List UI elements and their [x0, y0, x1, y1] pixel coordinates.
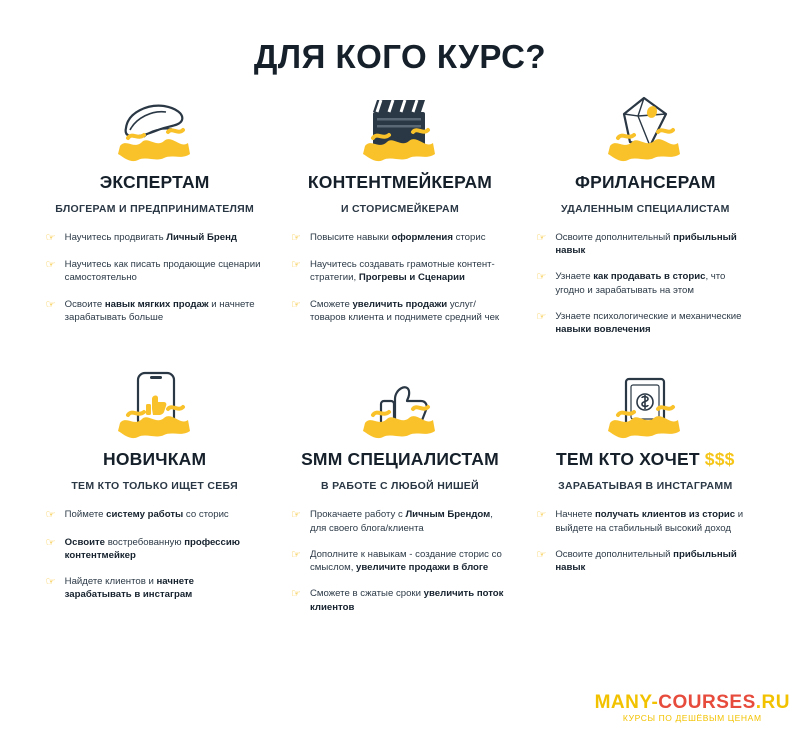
- bullet-text: Поймете систему работы со сторис: [64, 509, 229, 521]
- bullet-text: Освоите дополнительный прибыльный навык: [555, 232, 737, 257]
- bullet-item: [536, 548, 754, 574]
- bullet-text: Повысите навыки оформления сторис: [309, 232, 486, 243]
- bullet-text: Узнаете как продавать в сторис, что угодно и зарабатывать на этом: [555, 271, 726, 296]
- card-title: ТЕМ КТО ХОЧЕТ $$$: [556, 449, 735, 470]
- bullet-item: [46, 298, 264, 324]
- card-bullets: [46, 231, 264, 337]
- card-title: ЭКСПЕРТАМ: [99, 172, 210, 192]
- page-title: ДЛЯ КОГО КУРС?: [253, 38, 547, 75]
- pointing-hand-icon: ☞: [45, 536, 56, 549]
- card-bullets: [536, 231, 754, 349]
- card-title: ФРИЛАНСЕРАМ: [575, 172, 716, 192]
- bullet-text: Научитесь как писать продающие сценарии самостоятельно: [64, 259, 261, 284]
- bullet-item: [536, 310, 754, 336]
- bullet-item: [291, 548, 509, 574]
- card-title: НОВИЧКАМ: [103, 449, 207, 470]
- watermark-courses: COURSES: [658, 692, 756, 714]
- pointing-hand-icon: ☞: [536, 548, 547, 561]
- bullet-text: Найдете клиентов и начнете зарабатывать в инстаграм: [64, 576, 194, 601]
- card-title: КОНТЕНТМЕЙКЕРАМ: [307, 172, 493, 192]
- money-icon: [602, 371, 688, 443]
- pointing-hand-icon: ☞: [290, 232, 301, 244]
- pointing-hand-icon: ☞: [536, 271, 547, 284]
- audience-card: [529, 371, 762, 626]
- bullet-text: Освоите навык мягких продаж и начнете зарабатывать больше: [64, 298, 255, 323]
- pointing-hand-icon: ☞: [536, 232, 547, 244]
- pointing-hand-icon: ☞: [536, 509, 547, 522]
- clapperboard-icon: [357, 94, 443, 166]
- pointing-hand-icon: ☞: [290, 588, 301, 601]
- pointing-hand-icon: ☞: [536, 310, 547, 323]
- bullet-item: [46, 231, 264, 245]
- bullet-item: [291, 508, 509, 534]
- bullet-text: Сможете увеличить продажи услуг/товаров клиента и поднимете средний чек: [309, 298, 500, 323]
- bullet-item: [291, 587, 509, 613]
- watermark-ru: .RU: [755, 692, 790, 714]
- pointing-hand-icon: ☞: [290, 509, 301, 522]
- pointing-hand-icon: ☞: [45, 232, 56, 244]
- audience-card: [283, 94, 516, 349]
- bullet-text: Освоите востребованную профессию контентмейкер: [64, 536, 240, 561]
- bullet-text: Научитесь продвигать Личный Бренд: [64, 232, 237, 243]
- card-subtitle: В РАБОТЕ С ЛЮБОЙ НИШЕЙ: [321, 480, 479, 493]
- pointing-hand-icon: ☞: [45, 298, 56, 311]
- card-subtitle: ТЕМ КТО ТОЛЬКО ИЩЕТ СЕБЯ: [71, 480, 238, 493]
- bullet-item: [46, 536, 264, 562]
- audience-card: [283, 371, 516, 626]
- audience-card: [38, 94, 271, 349]
- card-subtitle: УДАЛЕННЫМ СПЕЦИАЛИСТАМ: [560, 203, 730, 215]
- bullet-text: Узнаете психологические и механические навыки вовлечения: [555, 310, 742, 336]
- pointing-hand-icon: ☞: [290, 259, 301, 272]
- audience-grid-row-2: [0, 371, 800, 626]
- pointing-hand-icon: ☞: [290, 298, 301, 311]
- phone-like-icon: [112, 371, 198, 443]
- card-bullets: [46, 508, 264, 614]
- card-subtitle: И СТОРИСМЕЙКЕРАМ: [340, 203, 459, 215]
- bullet-item: [46, 508, 264, 522]
- bullet-item: [291, 298, 509, 324]
- audience-grid-row-1: [0, 94, 800, 349]
- bullet-text: Научитесь создавать грамотные контент-стратегии, Прогревы и Сценарии: [309, 259, 495, 284]
- bullet-item: [536, 231, 754, 257]
- card-bullets: [291, 508, 509, 626]
- bullet-text: Освоите дополнительный прибыльный навык: [555, 548, 737, 574]
- bullet-text: Прокачаете работу с Личным Брендом, для своего блога/клиента: [309, 509, 493, 534]
- pointing-hand-icon: ☞: [45, 259, 56, 272]
- diamond-icon: [602, 94, 688, 166]
- pointing-hand-icon: ☞: [45, 576, 56, 589]
- bullet-text: Дополните к навыкам - создание сторис со смыслом, увеличите продажи в блоге: [309, 548, 502, 574]
- bullet-item: [536, 508, 754, 534]
- watermark: [595, 693, 790, 723]
- bullet-text: Сможете в сжатые сроки увеличить поток клиентов: [309, 588, 504, 613]
- watermark-many: MANY-: [594, 692, 659, 714]
- thumbs-up-icon: [357, 371, 443, 443]
- card-subtitle: ЗАРАБАТЫВАЯ В ИНСТАГРАММ: [558, 480, 733, 493]
- pointing-hand-icon: ☞: [45, 509, 56, 522]
- glasses-icon: [112, 94, 198, 166]
- bullet-item: [291, 231, 509, 245]
- audience-card: [529, 94, 762, 349]
- money-symbols: $$$: [699, 449, 735, 470]
- card-bullets: [291, 231, 509, 337]
- bullet-item: [46, 575, 264, 601]
- pointing-hand-icon: ☞: [290, 548, 301, 561]
- bullet-item: [46, 258, 264, 284]
- card-subtitle: БЛОГЕРАМ И ПРЕДПРИНИМАТЕЛЯМ: [55, 203, 255, 215]
- bullet-item: [536, 270, 754, 296]
- audience-card: [38, 371, 271, 626]
- watermark-subtitle: КУРСЫ ПО ДЕШЁВЫМ ЦЕНАМ: [622, 713, 762, 724]
- card-bullets: [536, 508, 754, 587]
- bullet-text: Начнете получать клиентов из сторис и выйдете на стабильный высокий доход: [555, 509, 744, 534]
- card-title: SMM СПЕЦИАЛИСТАМ: [301, 449, 499, 470]
- bullet-item: [291, 258, 509, 284]
